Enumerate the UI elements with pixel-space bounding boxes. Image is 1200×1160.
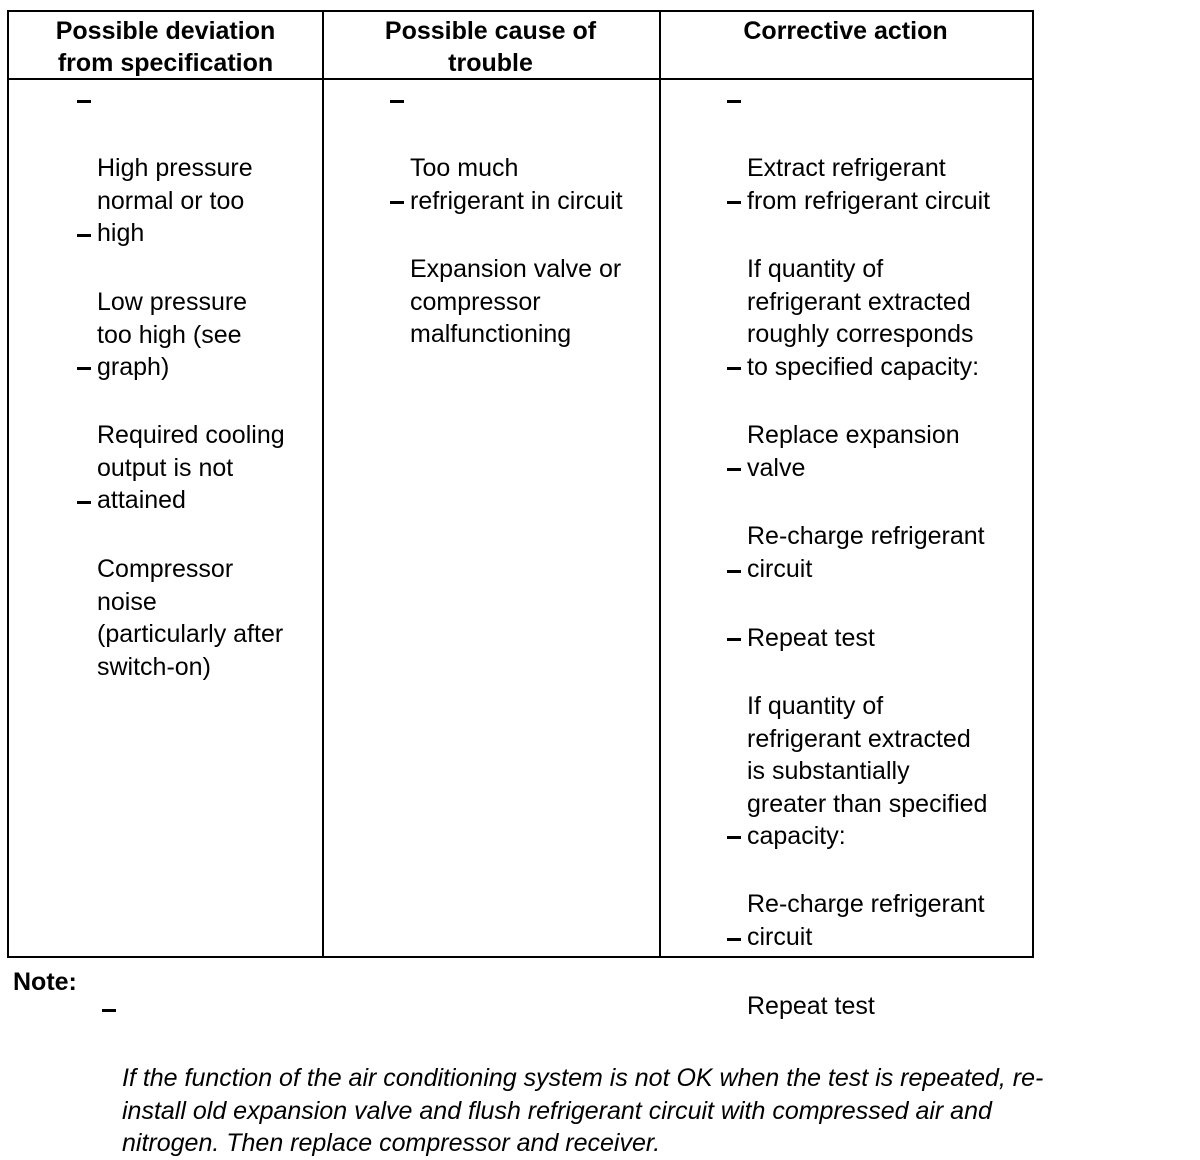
dash-bullet (727, 367, 741, 370)
dash-bullet (727, 638, 741, 641)
dash-bullet (727, 201, 741, 204)
dash-bullet (77, 501, 91, 504)
dash-bullet (727, 836, 741, 839)
action-item: Re-charge refrigerant circuit (747, 823, 985, 953)
action-item: Repeat test (747, 557, 875, 655)
deviation-item: Low pressure too high (see graph) (97, 221, 247, 384)
note-label: Note: (13, 968, 77, 996)
dash-bullet (390, 201, 404, 204)
deviation-item: High pressure normal or too high (97, 87, 253, 250)
deviation-item: Required cooling output is not attained (97, 354, 285, 517)
action-item: Replace expansion valve (747, 354, 960, 484)
dash-bullet (727, 100, 741, 103)
action-header: Corrective action (659, 12, 1032, 80)
note-text: If the function of the air conditioning system is not OK when the test is repeated, re- install old expansion valve and flush refrigerant circuit with compressed air and nitrogen. Then replace compressor and receiver. (122, 997, 1192, 1160)
deviation-column (9, 12, 324, 956)
dash-bullet (77, 234, 91, 237)
dash-bullet (77, 367, 91, 370)
dash-bullet (727, 938, 741, 941)
dash-bullet (390, 100, 404, 103)
cause-item: Expansion valve or compressor malfunctioning (410, 188, 621, 351)
action-column (659, 12, 1032, 1020)
deviation-item: Compressor noise (particularly after switch-on) (97, 488, 283, 683)
action-item: Repeat test (747, 925, 875, 1023)
cause-header: Possible cause of trouble (322, 12, 659, 80)
dash-bullet (727, 570, 741, 573)
action-item: Re-charge refrigerant circuit (747, 455, 985, 585)
cause-item: Too much refrigerant in circuit (410, 87, 623, 217)
dash-bullet (102, 1009, 116, 1012)
cause-column (322, 12, 661, 956)
dash-bullet (727, 468, 741, 471)
deviation-header: Possible deviation from specification (9, 12, 322, 80)
action-item: If quantity of refrigerant extracted roughly corresponds to specified capacity: (747, 188, 979, 383)
dash-bullet (77, 100, 91, 103)
action-item: If quantity of refrigerant extracted is substantially greater than specified capacity: (747, 625, 987, 853)
action-item: Extract refrigerant from refrigerant circuit (747, 87, 990, 217)
